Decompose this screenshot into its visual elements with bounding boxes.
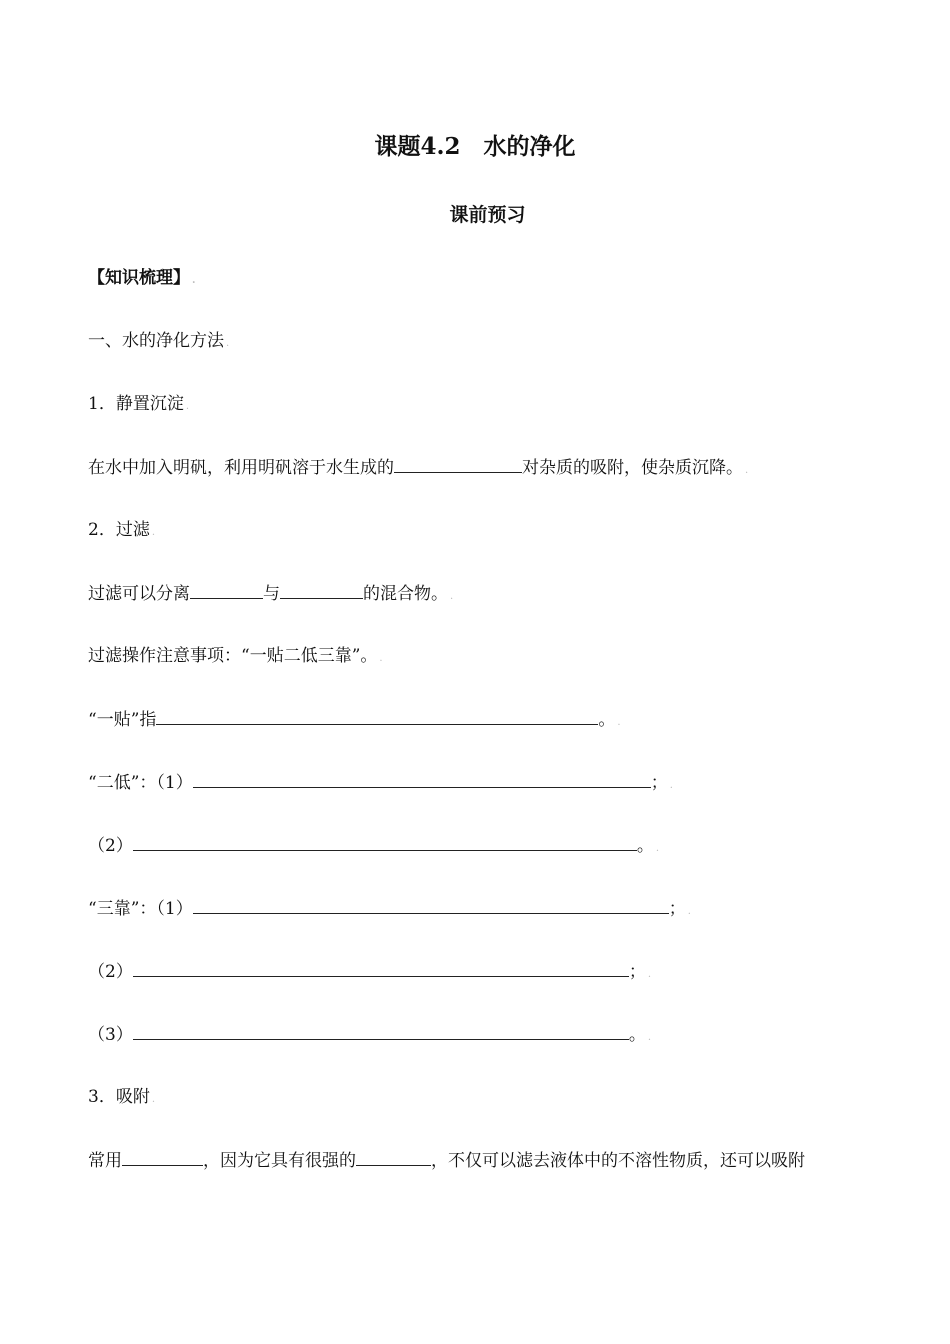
answer-blank[interactable] [122, 1148, 203, 1166]
answer-blank[interactable] [190, 581, 263, 599]
answer-blank[interactable] [394, 455, 522, 473]
item-adsorption: 3．吸附 . [88, 1087, 156, 1107]
line-label: （2） [88, 962, 133, 982]
answer-blank[interactable] [193, 896, 669, 914]
item-sedimentation: 1．静置沉淀 . [88, 394, 190, 414]
section-header-text: 【知识梳理】 [88, 268, 190, 288]
line-label: “一贴”指 [88, 710, 157, 730]
item-adsorption-label: 3．吸附 [88, 1087, 150, 1107]
sankao-line-3: （3） 。 . [88, 1022, 651, 1050]
heading-purification-methods: 一、水的净化方法 . [88, 331, 230, 351]
sankao-line-1: “三靠”：（1） ； . [88, 896, 691, 924]
filtration-notes: 过滤操作注意事项：“一贴二低三靠”。 . [88, 646, 383, 666]
sedimentation-sentence: 在水中加入明矾，利用明矾溶于水生成的 对杂质的吸附，使杂质沉降。 . [88, 455, 748, 483]
sentence-part: 的混合物。 [363, 584, 448, 604]
yitie-line: “一贴”指 。 . [88, 707, 621, 735]
sentence-part: 过滤操作注意事项：“一贴二低三靠”。 [88, 646, 378, 666]
answer-blank[interactable] [280, 581, 363, 599]
line-end: ； [668, 899, 686, 919]
item-filtration: 2．过滤 . [88, 520, 156, 540]
line-end: ； [650, 773, 668, 793]
page-subtitle: 课前预习 [449, 204, 526, 226]
answer-blank[interactable] [133, 833, 637, 851]
line-label: （3） [88, 1025, 133, 1045]
sentence-part: 过滤可以分离 [88, 584, 190, 604]
sentence-part: ，不仅可以滤去液体中的不溶性物质，还可以吸附 [431, 1151, 805, 1171]
line-end: 。 [636, 836, 654, 856]
answer-blank[interactable] [156, 707, 598, 725]
line-label: “二低”：（1） [88, 773, 193, 793]
filtration-sentence: 过滤可以分离 与 的混合物。 . [88, 581, 453, 609]
sankao-line-2: （2） ； . [88, 959, 651, 987]
line-end: 。 [598, 710, 616, 730]
page-title: 课题4.2 水的净化 [374, 133, 576, 160]
adsorption-sentence [88, 1148, 805, 1173]
erdi-line-1: “二低”：（1） ； . [88, 770, 673, 798]
line-end: 。 [628, 1025, 646, 1045]
sentence-part: 对杂质的吸附，使杂质沉降。 [522, 458, 743, 478]
answer-blank[interactable] [133, 1022, 629, 1040]
line-label: “三靠”：（1） [88, 899, 193, 919]
answer-blank[interactable] [193, 770, 651, 788]
sentence-part: 常用 [88, 1151, 122, 1171]
answer-blank[interactable] [133, 959, 629, 977]
line-end: ； [628, 962, 646, 982]
erdi-line-2: （2） 。 . [88, 833, 659, 861]
sentence-part: 在水中加入明矾，利用明矾溶于水生成的 [88, 458, 394, 478]
item-sedimentation-label: 1．静置沉淀 [88, 394, 184, 414]
heading-text: 一、水的净化方法 [88, 331, 224, 351]
sentence-part: ，因为它具有很强的 [203, 1151, 356, 1171]
line-label: （2） [88, 836, 133, 856]
section-header: 【知识梳理】 . [88, 268, 196, 288]
sentence-part: 与 [263, 584, 280, 604]
answer-blank[interactable] [356, 1148, 431, 1166]
item-filtration-label: 2．过滤 [88, 520, 150, 540]
